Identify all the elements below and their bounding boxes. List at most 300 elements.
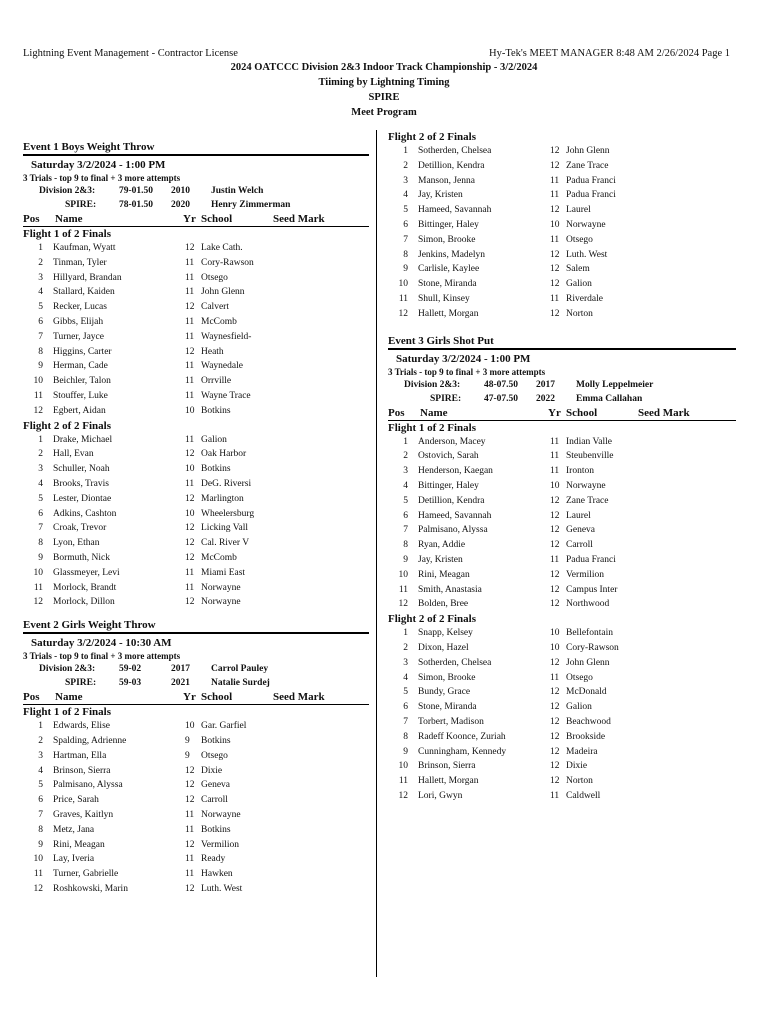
yr-cell: 12 bbox=[185, 795, 195, 806]
pos-cell: 7 bbox=[403, 716, 408, 727]
name-cell: Recker, Lucas bbox=[53, 302, 107, 313]
name-cell: Bundy, Grace bbox=[418, 687, 471, 698]
school-cell: Otsego bbox=[566, 672, 593, 683]
pos-cell: 5 bbox=[403, 495, 408, 506]
name-cell: Stone, Miranda bbox=[418, 279, 477, 290]
name-cell: Turner, Jayce bbox=[53, 331, 104, 342]
yr-cell: 12 bbox=[550, 264, 560, 275]
col-seed: Seed Mark bbox=[273, 213, 325, 225]
name-cell: Snapp, Kelsey bbox=[418, 628, 473, 639]
yr-cell: 11 bbox=[550, 451, 560, 462]
pos-cell: 10 bbox=[398, 279, 408, 290]
table-row bbox=[388, 509, 736, 524]
school-cell: Northwood bbox=[566, 599, 610, 610]
table-row bbox=[388, 479, 736, 494]
school-cell: Wayne Trace bbox=[201, 390, 251, 401]
school-cell: Carroll bbox=[566, 540, 593, 551]
yr-cell: 12 bbox=[550, 249, 560, 260]
yr-cell: 12 bbox=[550, 599, 560, 610]
pos-cell: 11 bbox=[33, 390, 43, 401]
table-row bbox=[23, 521, 369, 536]
name-cell: Beichler, Talon bbox=[53, 376, 111, 387]
table-row bbox=[388, 626, 736, 641]
pos-cell: 2 bbox=[403, 451, 408, 462]
table-row bbox=[388, 233, 736, 248]
school-cell: Galion bbox=[201, 434, 227, 445]
pos-cell: 7 bbox=[38, 331, 43, 342]
meet-venue: SPIRE bbox=[368, 92, 400, 103]
table-row bbox=[23, 823, 369, 838]
pos-cell: 8 bbox=[403, 731, 408, 742]
pos-cell: 2 bbox=[403, 642, 408, 653]
pos-cell: 8 bbox=[38, 538, 43, 549]
table-row bbox=[388, 218, 736, 233]
column-header bbox=[23, 690, 369, 705]
name-cell: Jay, Kristen bbox=[418, 554, 463, 565]
pos-cell: 8 bbox=[38, 824, 43, 835]
school-cell: Madeira bbox=[566, 746, 598, 757]
yr-cell: 11 bbox=[550, 175, 560, 186]
yr-cell: 10 bbox=[550, 628, 560, 639]
yr-cell: 12 bbox=[550, 495, 560, 506]
name-cell: Spalding, Adrienne bbox=[53, 735, 127, 746]
event-title: Event 2 Girls Weight Throw bbox=[23, 619, 156, 632]
table-row bbox=[23, 793, 369, 808]
yr-cell: 12 bbox=[550, 205, 560, 216]
name-cell: Detillion, Kendra bbox=[418, 160, 485, 171]
school-cell: Marlington bbox=[201, 493, 244, 504]
table-row bbox=[23, 719, 369, 734]
yr-cell: 12 bbox=[185, 780, 195, 791]
record-line bbox=[23, 198, 369, 212]
col-name: Name bbox=[55, 213, 83, 225]
table-row bbox=[388, 174, 736, 189]
school-cell: Botkins bbox=[201, 464, 231, 475]
table-row bbox=[388, 789, 736, 804]
column-divider bbox=[376, 130, 377, 977]
name-cell: Rini, Meagan bbox=[53, 839, 105, 850]
yr-cell: 11 bbox=[550, 672, 560, 683]
school-cell: Laurel bbox=[566, 205, 591, 216]
name-cell: Manson, Jenna bbox=[418, 175, 475, 186]
pos-cell: 6 bbox=[403, 702, 408, 713]
school-cell: Padua Franci bbox=[566, 554, 616, 565]
event-trials: 3 Trials - top 9 to final + 3 more attempts bbox=[23, 173, 181, 183]
table-row bbox=[23, 882, 369, 897]
school-cell: Indian Valle bbox=[566, 436, 612, 447]
yr-cell: 11 bbox=[185, 478, 195, 489]
table-row bbox=[388, 553, 736, 568]
table-row bbox=[23, 359, 369, 374]
name-cell: Hallett, Morgan bbox=[418, 776, 479, 787]
col-yr: Yr bbox=[183, 213, 196, 225]
school-cell: Bellefontain bbox=[566, 628, 613, 639]
yr-cell: 12 bbox=[185, 523, 195, 534]
school-cell: Orrville bbox=[201, 376, 232, 387]
pos-cell: 1 bbox=[38, 434, 43, 445]
record-holder: Carrol Pauley bbox=[211, 664, 269, 675]
name-cell: Bormuth, Nick bbox=[53, 552, 110, 563]
table-row bbox=[23, 507, 369, 522]
school-cell: Cal. River V bbox=[201, 538, 250, 549]
table-row bbox=[388, 671, 736, 686]
record-label: SPIRE: bbox=[65, 200, 97, 210]
name-cell: Brooks, Travis bbox=[53, 478, 109, 489]
name-cell: Bolden, Bree bbox=[418, 599, 469, 610]
table-row bbox=[23, 330, 369, 345]
school-cell: Zane Trace bbox=[566, 495, 609, 506]
table-row bbox=[23, 492, 369, 507]
col-school: School bbox=[201, 691, 233, 704]
record-line bbox=[388, 378, 736, 392]
col-name: Name bbox=[420, 406, 448, 419]
name-cell: Brinson, Sierra bbox=[418, 761, 476, 772]
pos-cell: 4 bbox=[403, 672, 408, 683]
table-row bbox=[23, 315, 369, 330]
pos-cell: 1 bbox=[403, 436, 408, 447]
name-cell: Dixon, Hazel bbox=[418, 642, 469, 653]
pos-cell: 12 bbox=[33, 597, 43, 608]
pos-cell: 1 bbox=[403, 628, 408, 639]
yr-cell: 11 bbox=[185, 869, 195, 880]
table-row bbox=[23, 389, 369, 404]
pos-cell: 12 bbox=[398, 790, 408, 801]
pos-cell: 5 bbox=[403, 687, 408, 698]
school-cell: John Glenn bbox=[201, 287, 245, 298]
right-column bbox=[388, 130, 736, 810]
table-row bbox=[388, 435, 736, 450]
name-cell: Brinson, Sierra bbox=[53, 765, 111, 776]
yr-cell: 11 bbox=[185, 390, 195, 401]
school-cell: Cory-Rawson bbox=[566, 642, 619, 653]
name-cell: Palmisano, Alyssa bbox=[53, 780, 123, 791]
yr-cell: 9 bbox=[185, 750, 190, 761]
table-row bbox=[388, 715, 736, 730]
table-row bbox=[23, 300, 369, 315]
pos-cell: 4 bbox=[38, 765, 43, 776]
name-cell: Torbert, Madison bbox=[418, 716, 484, 727]
pos-cell: 10 bbox=[33, 854, 43, 865]
school-cell: Padua Franci bbox=[566, 190, 616, 201]
pos-cell: 6 bbox=[38, 316, 43, 327]
school-cell: Dixie bbox=[201, 765, 223, 776]
table-row bbox=[23, 852, 369, 867]
name-cell: Drake, Michael bbox=[53, 434, 113, 445]
record-line bbox=[23, 676, 369, 690]
name-cell: Egbert, Aidan bbox=[53, 405, 106, 416]
name-cell: Smith, Anastasia bbox=[418, 584, 482, 595]
event-2 bbox=[23, 616, 369, 897]
pos-cell: 3 bbox=[403, 175, 408, 186]
school-cell: Botkins bbox=[201, 405, 231, 416]
license-text: Lightning Event Management - Contractor License bbox=[23, 48, 238, 59]
table-row bbox=[23, 285, 369, 300]
yr-cell: 12 bbox=[550, 716, 560, 727]
yr-cell: 9 bbox=[185, 735, 190, 746]
software-stamp: Hy-Tek's MEET MANAGER 8:48 AM 2/26/2024 Page 1 bbox=[489, 48, 730, 59]
table-row bbox=[23, 374, 369, 389]
school-cell: Galion bbox=[566, 279, 592, 290]
record-year: 2017 bbox=[171, 664, 190, 675]
pos-cell: 8 bbox=[403, 249, 408, 260]
yr-cell: 12 bbox=[185, 552, 195, 563]
school-cell: Geneva bbox=[566, 525, 596, 536]
yr-cell: 12 bbox=[550, 540, 560, 551]
school-cell: Oak Harbor bbox=[201, 449, 247, 460]
school-cell: Miami East bbox=[201, 567, 246, 578]
event-time: Saturday 3/2/2024 - 1:00 PM bbox=[23, 154, 369, 172]
name-cell: Jay, Kristen bbox=[418, 190, 463, 201]
pos-cell: 2 bbox=[38, 449, 43, 460]
table-row bbox=[388, 464, 736, 479]
col-yr: Yr bbox=[548, 406, 561, 419]
pos-cell: 3 bbox=[38, 464, 43, 475]
school-cell: DeG. Riversi bbox=[201, 478, 252, 489]
yr-cell: 11 bbox=[185, 854, 195, 865]
school-cell: Botkins bbox=[201, 735, 231, 746]
name-cell: Lyon, Ethan bbox=[53, 538, 100, 549]
col-pos: Pos bbox=[388, 406, 405, 419]
table-row bbox=[23, 808, 369, 823]
name-cell: Metz, Jana bbox=[53, 824, 95, 835]
pos-cell: 2 bbox=[38, 257, 43, 268]
school-cell: Geneva bbox=[201, 780, 231, 791]
table-row bbox=[388, 188, 736, 203]
flight-heading: Flight 1 of 2 Finals bbox=[23, 706, 112, 719]
school-cell: Norwayne bbox=[566, 219, 606, 230]
record-year: 2021 bbox=[171, 678, 190, 689]
school-cell: Lake Cath. bbox=[201, 243, 243, 253]
yr-cell: 12 bbox=[185, 493, 195, 504]
name-cell: Stouffer, Luke bbox=[53, 390, 108, 401]
pos-cell: 11 bbox=[398, 584, 408, 595]
school-cell: Padua Franci bbox=[566, 175, 616, 186]
name-cell: Hillyard, Brandan bbox=[53, 272, 122, 283]
yr-cell: 11 bbox=[185, 361, 195, 372]
pos-cell: 10 bbox=[33, 567, 43, 578]
pos-cell: 6 bbox=[403, 219, 408, 230]
yr-cell: 12 bbox=[185, 243, 195, 253]
col-pos: Pos bbox=[23, 213, 40, 225]
col-school: School bbox=[566, 406, 598, 419]
yr-cell: 11 bbox=[185, 316, 195, 327]
table-row bbox=[388, 307, 736, 322]
pos-cell: 10 bbox=[33, 376, 43, 387]
table-row bbox=[23, 477, 369, 492]
school-cell: Zane Trace bbox=[566, 160, 609, 171]
yr-cell: 12 bbox=[550, 160, 560, 171]
table-row bbox=[23, 241, 369, 256]
table-row bbox=[23, 581, 369, 596]
school-cell: Waynesfield- bbox=[201, 331, 252, 342]
yr-cell: 12 bbox=[185, 883, 195, 894]
name-cell: Croak, Trevor bbox=[53, 523, 107, 534]
name-cell: Schuller, Noah bbox=[53, 464, 110, 475]
pos-cell: 7 bbox=[38, 809, 43, 820]
table-row bbox=[388, 262, 736, 277]
name-cell: Jenkins, Madelyn bbox=[418, 249, 486, 260]
name-cell: Henderson, Kaegan bbox=[418, 466, 493, 477]
name-cell: Cunningham, Kennedy bbox=[418, 746, 507, 757]
record-label: SPIRE: bbox=[430, 393, 462, 404]
name-cell: Lester, Diontae bbox=[53, 493, 112, 504]
name-cell: Simon, Brooke bbox=[418, 672, 476, 683]
name-cell: Ryan, Addie bbox=[418, 540, 466, 551]
table-row bbox=[23, 404, 369, 419]
table-row bbox=[388, 745, 736, 760]
school-cell: Laurel bbox=[566, 510, 591, 521]
record-holder: Emma Callahan bbox=[576, 393, 643, 404]
pos-cell: 3 bbox=[403, 657, 408, 668]
pos-cell: 1 bbox=[403, 146, 408, 156]
table-row bbox=[23, 345, 369, 360]
yr-cell: 12 bbox=[550, 308, 560, 319]
record-holder: Henry Zimmerman bbox=[211, 200, 291, 210]
pos-cell: 9 bbox=[38, 361, 43, 372]
name-cell: Rini, Meagan bbox=[418, 569, 470, 580]
name-cell: Turner, Gabrielle bbox=[53, 869, 119, 880]
school-cell: Norwayne bbox=[201, 582, 241, 593]
col-seed: Seed Mark bbox=[638, 406, 690, 419]
pos-cell: 5 bbox=[38, 302, 43, 313]
name-cell: Edwards, Elise bbox=[53, 721, 110, 732]
yr-cell: 12 bbox=[550, 584, 560, 595]
flight-heading: Flight 2 of 2 Finals bbox=[388, 131, 477, 143]
name-cell: Gibbs, Elijah bbox=[53, 316, 104, 327]
meet-title: 2024 OATCCC Division 2&3 Indoor Track Championship - 3/2/2024 bbox=[230, 62, 538, 73]
yr-cell: 12 bbox=[550, 746, 560, 757]
name-cell: Hameed, Savannah bbox=[418, 205, 492, 216]
record-mark: 47-07.50 bbox=[484, 393, 519, 404]
name-cell: Morlock, Dillon bbox=[53, 597, 115, 608]
pos-cell: 11 bbox=[33, 869, 43, 880]
name-cell: Hall, Evan bbox=[53, 449, 94, 460]
record-label: Division 2&3: bbox=[39, 186, 96, 196]
school-cell: McComb bbox=[201, 552, 237, 563]
pos-cell: 12 bbox=[398, 599, 408, 610]
table-row bbox=[23, 536, 369, 551]
school-cell: Norwayne bbox=[566, 480, 606, 491]
table-row bbox=[388, 641, 736, 656]
name-cell: Graves, Kaitlyn bbox=[53, 809, 114, 820]
yr-cell: 12 bbox=[185, 302, 195, 313]
column-header bbox=[388, 406, 736, 421]
table-row bbox=[388, 277, 736, 292]
name-cell: Ostovich, Sarah bbox=[418, 451, 479, 462]
name-cell: Hameed, Savannah bbox=[418, 510, 492, 521]
table-row bbox=[23, 433, 369, 448]
event-trials: 3 Trials - top 9 to final + 3 more attempts bbox=[388, 366, 546, 377]
yr-cell: 10 bbox=[185, 405, 195, 416]
event-title: Event 3 Girls Shot Put bbox=[388, 334, 494, 347]
school-cell: Calvert bbox=[201, 302, 229, 313]
school-cell: McDonald bbox=[566, 687, 607, 698]
table-row bbox=[388, 730, 736, 745]
record-holder: Molly Leppelmeier bbox=[576, 379, 654, 390]
yr-cell: 11 bbox=[185, 287, 195, 298]
event-3 bbox=[388, 332, 736, 804]
yr-cell: 11 bbox=[550, 293, 560, 304]
flight-heading: Flight 1 of 2 Finals bbox=[388, 421, 477, 434]
table-row bbox=[388, 449, 736, 464]
table-row bbox=[388, 700, 736, 715]
table-row bbox=[23, 764, 369, 779]
pos-cell: 6 bbox=[38, 795, 43, 806]
yr-cell: 11 bbox=[185, 567, 195, 578]
pos-cell: 1 bbox=[38, 721, 43, 732]
table-row bbox=[388, 203, 736, 218]
name-cell: Lori, Gwyn bbox=[418, 790, 463, 801]
yr-cell: 12 bbox=[550, 776, 560, 787]
record-label: Division 2&3: bbox=[404, 379, 461, 390]
pos-cell: 3 bbox=[403, 466, 408, 477]
flight-heading: Flight 2 of 2 Finals bbox=[23, 419, 112, 432]
yr-cell: 11 bbox=[550, 466, 560, 477]
school-cell: Norton bbox=[566, 776, 593, 787]
name-cell: Glassmeyer, Levi bbox=[53, 567, 120, 578]
school-cell: McComb bbox=[201, 316, 237, 327]
school-cell: Waynedale bbox=[201, 361, 243, 372]
record-mark: 59-02 bbox=[119, 664, 142, 675]
col-pos: Pos bbox=[23, 691, 40, 704]
pos-cell: 7 bbox=[38, 523, 43, 534]
record-line bbox=[388, 392, 736, 406]
table-row bbox=[388, 144, 736, 159]
meet-subtitle: Tiiming by Lightning Timing bbox=[318, 77, 450, 88]
yr-cell: 12 bbox=[550, 761, 560, 772]
school-cell: Dixie bbox=[566, 761, 588, 772]
name-cell: Hallett, Morgan bbox=[418, 308, 479, 319]
table-row bbox=[23, 734, 369, 749]
yr-cell: 11 bbox=[550, 790, 560, 801]
pos-cell: 3 bbox=[38, 750, 43, 761]
yr-cell: 11 bbox=[185, 582, 195, 593]
col-yr: Yr bbox=[183, 691, 196, 704]
school-cell: Luth. West bbox=[201, 883, 243, 894]
pos-cell: 9 bbox=[403, 746, 408, 757]
yr-cell: 11 bbox=[550, 234, 560, 245]
yr-cell: 12 bbox=[185, 538, 195, 549]
table-row bbox=[388, 774, 736, 789]
yr-cell: 10 bbox=[185, 721, 195, 732]
school-cell: Cory-Rawson bbox=[201, 257, 254, 268]
yr-cell: 11 bbox=[185, 434, 195, 445]
table-row bbox=[388, 292, 736, 307]
school-cell: Caldwell bbox=[566, 790, 601, 801]
school-cell: Ready bbox=[201, 854, 226, 865]
pos-cell: 4 bbox=[38, 478, 43, 489]
table-row bbox=[388, 759, 736, 774]
yr-cell: 12 bbox=[550, 687, 560, 698]
table-row bbox=[23, 778, 369, 793]
school-cell: Otsego bbox=[201, 272, 228, 283]
left-column bbox=[23, 130, 369, 903]
yr-cell: 12 bbox=[550, 569, 560, 580]
table-row bbox=[23, 551, 369, 566]
table-row bbox=[23, 867, 369, 882]
pos-cell: 10 bbox=[398, 569, 408, 580]
record-line bbox=[23, 184, 369, 198]
event-time: Saturday 3/2/2024 - 10:30 AM bbox=[23, 632, 369, 650]
name-cell: Stone, Miranda bbox=[418, 702, 477, 713]
pos-cell: 8 bbox=[403, 540, 408, 551]
school-cell: John Glenn bbox=[566, 657, 610, 668]
event-time: Saturday 3/2/2024 - 1:00 PM bbox=[388, 348, 736, 366]
flight-heading: Flight 1 of 2 Finals bbox=[23, 228, 112, 240]
name-cell: Carlisle, Kaylee bbox=[418, 264, 480, 275]
event-trials: 3 Trials - top 9 to final + 3 more attempts bbox=[23, 651, 181, 662]
name-cell: Hartman, Ella bbox=[53, 750, 107, 761]
